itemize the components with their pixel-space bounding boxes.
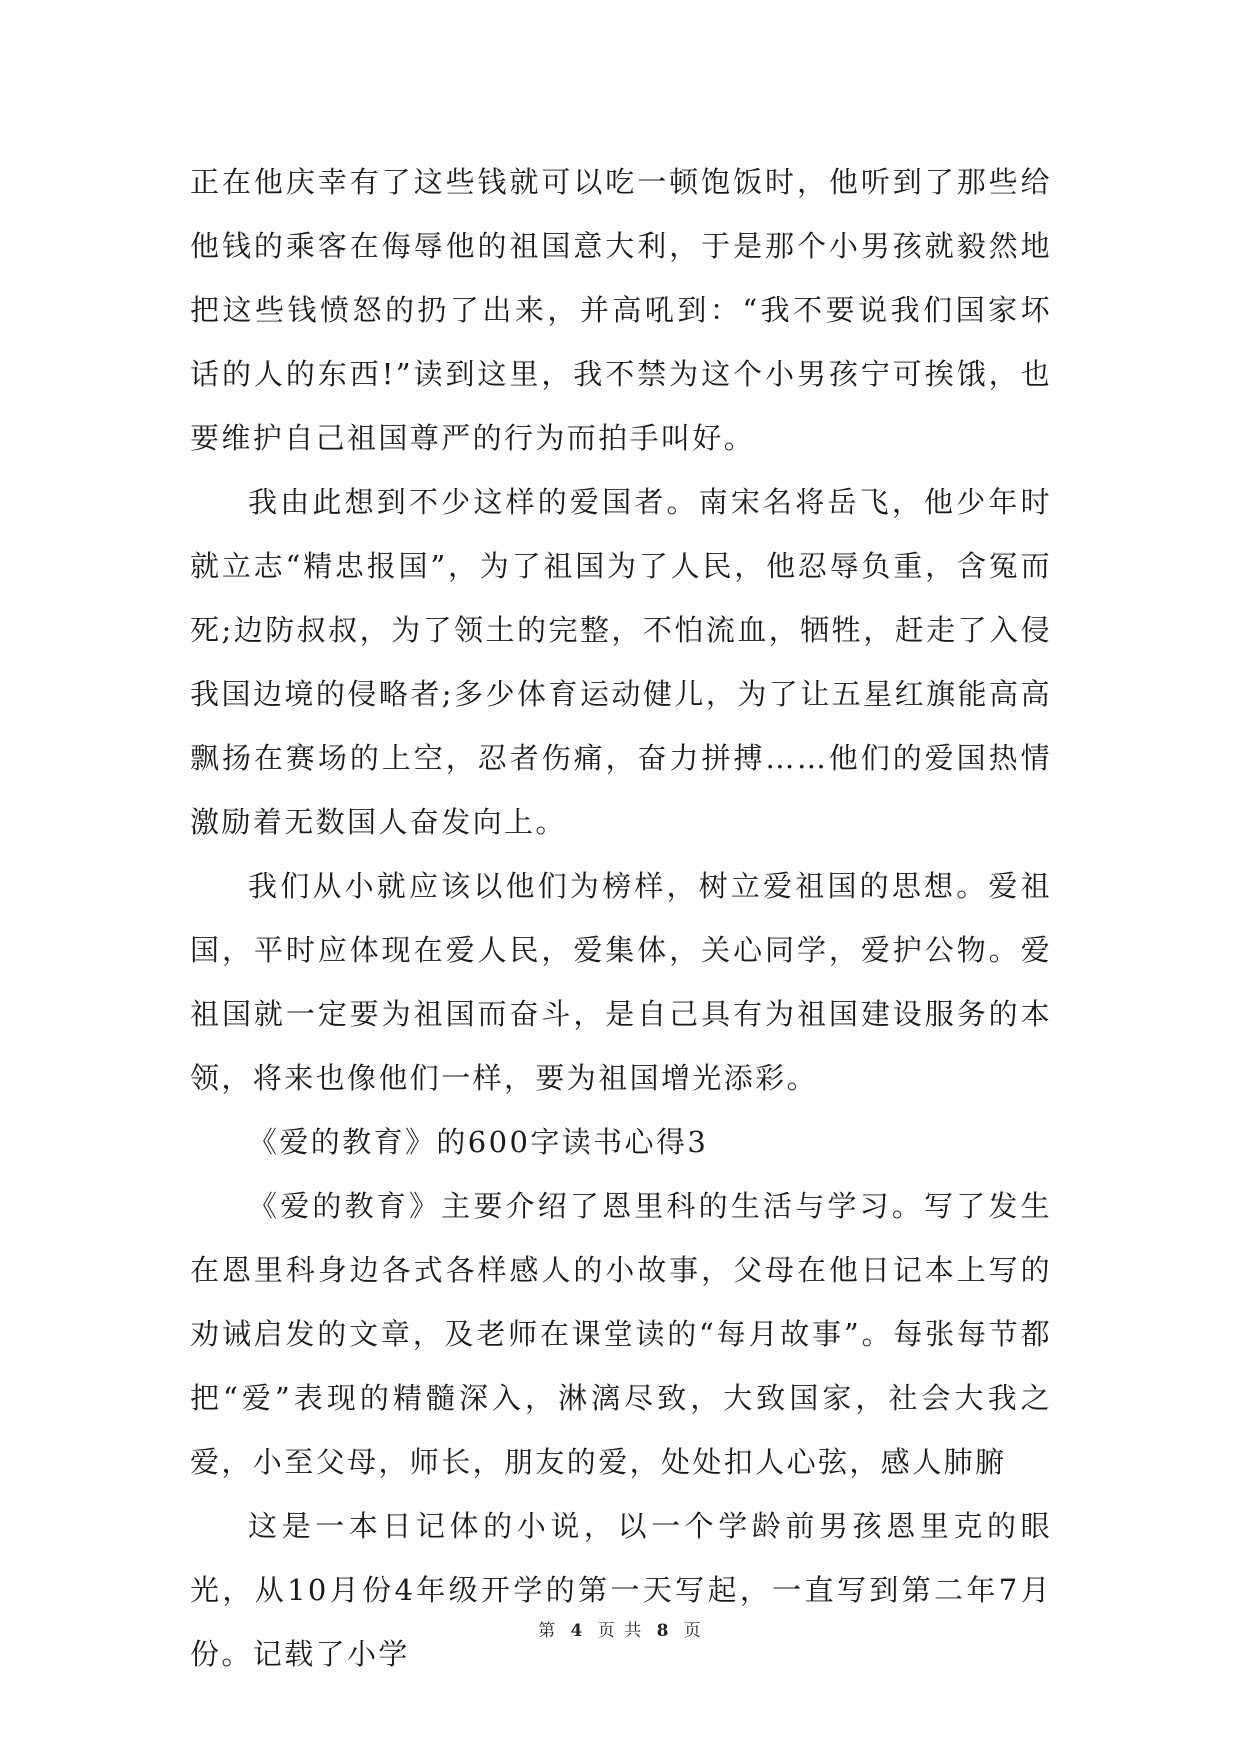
paragraph-patriots: 我由此想到不少这样的爱国者。南宋名将岳飞，他少年时就立志“精忠报国”，为了祖国为了人民，他忍辱负重，含冤而死;边防叔叔，为了领土的完整，不怕流血，牺牲，赶走了入侵我国边境的侵略者;多少体育运动健儿，为了让五星红旗能高高飘扬在赛场的上空，忍者伤痛，奋力拼搏……他们的爱国热情激励着无数国人奋发向上。 [190,485,1052,839]
footer-prefix: 第 [538,1621,558,1641]
footer-middle: 页 共 [597,1621,644,1641]
paragraph-role-models: 我们从小就应该以他们为榜样，树立爱祖国的思想。爱祖国，平时应体现在爱人民，爱集体，关心同学，爱护公物。爱祖国就一定要为祖国而奋斗，是自己具有为祖国建设服务的本领，将来也像他们一样，要为祖国增光添彩。 [190,869,1052,1095]
footer-suffix: 页 [683,1621,703,1641]
paragraph-book-intro: 《爱的教育》主要介绍了恩里科的生活与学习。写了发生在恩里科身边各式各样感人的小故事，父母在他日记本上写的劝诫启发的文章，及老师在课堂读的“每月故事”。每张每节都把“爱”表现的精髓深入，淋漓尽致，大致国家，社会大我之爱，小至父母，师长，朋友的爱，处处扣人心弦，感人肺腑 [190,1189,1052,1479]
section-heading: 《爱的教育》的600字读书心得3 [248,1125,709,1159]
footer-total-pages: 8 [656,1621,671,1641]
footer-page-number: 4 [570,1621,585,1641]
paragraph-diary-novel: 这是一本日记体的小说，以一个学龄前男孩恩里克的眼光，从10月份4年级开学的第一天写起，一直写到第二年7月份。记载了小学 [190,1509,1052,1671]
document-body [190,150,1052,1686]
page-footer [0,1616,1241,1641]
paragraph-continuation: 正在他庆幸有了这些钱就可以吃一顿饱饭时，他听到了那些给他钱的乘客在侮辱他的祖国意大利，于是那个小男孩就毅然地把这些钱愤怒的扔了出来，并高吼到：“我不要说我们国家坏话的人的东西!”读到这里，我不禁为这个小男孩宁可挨饿，也要维护自己祖国尊严的行为而拍手叫好。 [190,165,1052,455]
